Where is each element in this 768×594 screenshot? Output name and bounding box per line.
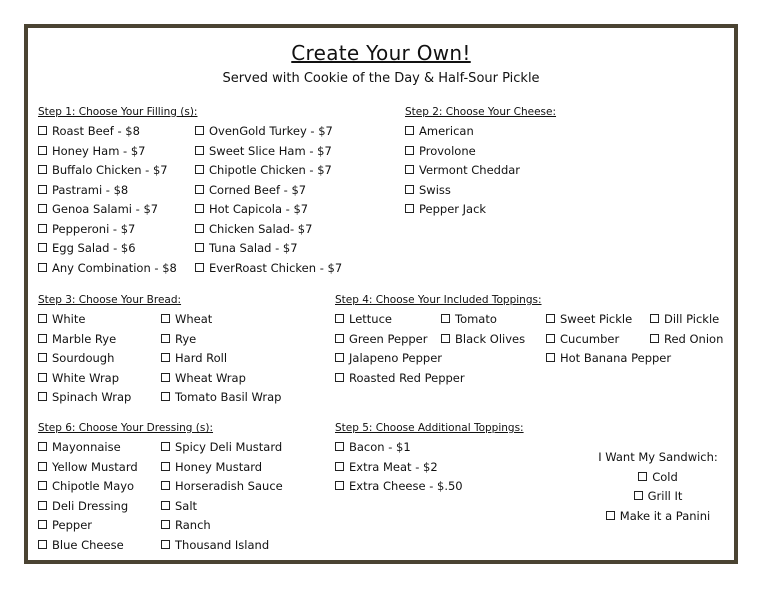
option-label: Chipotle Mayo [52,479,135,493]
option-label: Chipotle Chicken - $7 [209,163,332,177]
option-label: Hard Roll [175,351,228,365]
option-honey-mustard [161,458,283,478]
checkbox[interactable] [38,442,47,451]
bread-column-1 [38,310,131,408]
step6-heading: Step 6: Choose Your Dressing (s): [38,422,214,434]
sandwich-prep-list [588,468,728,527]
option-label: Spicy Deli Mustard [175,440,283,454]
option-mayonnaise [38,438,138,458]
option-genoa-salami-7 [38,200,177,220]
checkbox[interactable] [38,263,47,272]
option-label: Tomato Basil Wrap [175,390,282,404]
option-sweet-slice-ham-7 [195,142,342,162]
option-cold [588,468,728,488]
step4-heading: Step 4: Choose Your Included Toppings: [335,294,542,306]
option-swiss [405,181,520,201]
checkbox[interactable] [38,165,47,174]
option-label: Genoa Salami - $7 [52,202,159,216]
option-pepperoni-7 [38,220,177,240]
option-label: Thousand Island [175,537,270,552]
checkbox[interactable] [405,126,414,135]
option-any-combination-8 [38,259,177,279]
checkbox[interactable] [38,146,47,155]
option-label: Horseradish Sauce [175,479,283,493]
option-jalapeno-pepper [335,349,465,369]
option-label: Pastrami - $8 [52,182,129,197]
checkbox[interactable] [161,353,170,362]
checkbox[interactable] [634,491,643,500]
option-label: Chicken Salad- $7 [209,221,313,236]
option-label: Spinach Wrap [52,390,132,404]
checkbox[interactable] [650,314,659,323]
option-label: Yellow Mustard [52,459,138,474]
option-ovengold-turkey-7 [195,122,342,142]
checkbox[interactable] [405,146,414,155]
option-label: American [419,124,474,138]
option-hot-banana-pepper [546,349,671,369]
menu-card [24,24,738,564]
option-label: Hot Banana Pepper [560,351,672,365]
checkbox[interactable] [161,520,170,529]
checkbox[interactable] [335,481,344,490]
subtitle: Served with Cookie of the Day & Half-Sour Pickle [222,71,540,86]
checkbox[interactable] [38,501,47,510]
option-pepper-jack [405,200,520,220]
checkbox[interactable] [335,442,344,451]
option-label: Honey Ham - $7 [52,143,146,158]
checkbox[interactable] [335,353,344,362]
option-extra-meat-2 [335,458,463,478]
option-label: Dill Pickle [664,312,720,326]
option-label: Egg Salad - $6 [52,241,136,255]
option-label: Rye [175,331,197,346]
option-label: Extra Cheese - $.50 [349,479,463,493]
option-label: Roasted Red Pepper [349,370,465,385]
checkbox[interactable] [38,334,47,343]
checkbox[interactable] [195,185,204,194]
checkbox[interactable] [195,263,204,272]
checkbox[interactable] [195,243,204,252]
option-deli-dressing [38,497,138,517]
dressing-column-1 [38,438,138,555]
option-corned-beef-7 [195,181,342,201]
checkbox[interactable] [38,392,47,401]
option-roasted-red-pepper [335,369,465,389]
step1-heading: Step 1: Choose Your Filling (s): [38,106,198,118]
checkbox[interactable] [195,224,204,233]
checkbox[interactable] [161,481,170,490]
option-label: Pepper [52,518,93,532]
checkbox[interactable] [546,353,555,362]
option-grill-it [588,487,728,507]
option-red-onion [650,330,723,350]
option-label: White Wrap [52,370,120,385]
option-salt [161,497,283,517]
option-label: Mayonnaise [52,440,121,454]
checkbox[interactable] [195,165,204,174]
checkbox[interactable] [650,334,659,343]
toppings-column-2 [441,310,525,349]
option-label: Ranch [175,518,211,532]
option-label: Tuna Salad - $7 [209,241,298,255]
cheese-column [405,122,520,220]
sandwich-prep-heading: I Want My Sandwich: [598,450,718,464]
option-pepper [38,516,138,536]
option-label: Wheat Wrap [175,370,246,385]
checkbox[interactable] [638,472,647,481]
option-sourdough [38,349,131,369]
option-label: White [52,312,86,326]
checkbox[interactable] [161,462,170,471]
option-label: Hot Capicola - $7 [209,202,309,216]
checkbox[interactable] [441,314,450,323]
checkbox[interactable] [38,243,47,252]
additional-toppings-column [335,438,463,497]
checkbox[interactable] [161,501,170,510]
checkbox[interactable] [441,334,450,343]
option-label: Red Onion [664,331,724,346]
option-label: Provolone [419,143,476,158]
option-label: Black Olives [455,331,526,346]
option-label: Pepper Jack [419,202,487,216]
option-american [405,122,520,142]
option-roast-beef-8 [38,122,177,142]
option-label: Make it a Panini [619,508,711,523]
option-label: Buffalo Chicken - $7 [52,163,168,177]
page-title: Create Your Own! [291,41,471,65]
checkbox[interactable] [546,334,555,343]
option-wheat [161,310,281,330]
checkbox[interactable] [38,540,47,549]
option-thousand-island [161,536,283,556]
step5-heading: Step 5: Choose Additional Toppings: [335,422,524,434]
checkbox[interactable] [38,204,47,213]
option-white [38,310,131,330]
option-label: Wheat [175,312,213,326]
option-label: Bacon - $1 [349,440,411,454]
checkbox[interactable] [38,185,47,194]
option-label: Swiss [419,182,451,197]
option-spicy-deli-mustard [161,438,283,458]
checkbox[interactable] [335,334,344,343]
option-extra-cheese-50 [335,477,463,497]
checkbox[interactable] [38,126,47,135]
option-buffalo-chicken-7 [38,161,177,181]
option-label: Vermont Cheddar [419,163,521,177]
option-label: Green Pepper [349,331,428,346]
option-white-wrap [38,369,131,389]
step3-heading: Step 3: Choose Your Bread: [38,294,182,306]
checkbox[interactable] [38,314,47,323]
option-blue-cheese [38,536,138,556]
checkbox[interactable] [195,126,204,135]
option-label: Roast Beef - $8 [52,124,140,138]
bread-column-2 [161,310,281,408]
checkbox[interactable] [161,314,170,323]
option-hot-capicola-7 [195,200,342,220]
option-spinach-wrap [38,388,131,408]
checkbox[interactable] [161,334,170,343]
checkbox[interactable] [38,520,47,529]
option-label: Sweet Slice Ham - $7 [209,143,332,158]
option-label: EverRoast Chicken - $7 [209,260,343,275]
option-label: Corned Beef - $7 [209,182,307,197]
checkbox[interactable] [195,146,204,155]
option-chipotle-mayo [38,477,138,497]
option-horseradish-sauce [161,477,283,497]
option-egg-salad-6 [38,239,177,259]
option-label: Sourdough [52,351,115,365]
checkbox[interactable] [161,392,170,401]
option-yellow-mustard [38,458,138,478]
option-marble-rye [38,330,131,350]
option-chicken-salad-7 [195,220,342,240]
option-label: Marble Rye [52,331,117,346]
checkbox[interactable] [161,373,170,382]
checkbox[interactable] [195,204,204,213]
sandwich-prep-options [588,448,728,526]
option-label: Grill It [647,489,683,503]
option-bacon-1 [335,438,463,458]
option-label: Sweet Pickle [560,312,633,326]
option-vermont-cheddar [405,161,520,181]
option-ranch [161,516,283,536]
option-tuna-salad-7 [195,239,342,259]
step2-heading: Step 2: Choose Your Cheese: [405,106,557,118]
option-label: Lettuce [349,312,392,326]
checkbox[interactable] [606,511,615,520]
checkbox[interactable] [38,224,47,233]
option-pastrami-8 [38,181,177,201]
checkbox[interactable] [38,462,47,471]
option-everroast-chicken-7 [195,259,342,279]
option-wheat-wrap [161,369,281,389]
option-provolone [405,142,520,162]
filling-column-2 [195,122,342,278]
option-label: Blue Cheese [52,537,124,552]
option-dill-pickle [650,310,723,330]
option-honey-ham-7 [38,142,177,162]
checkbox[interactable] [38,353,47,362]
checkbox[interactable] [405,165,414,174]
option-label: Any Combination - $8 [52,260,177,275]
checkbox[interactable] [161,540,170,549]
option-label: Jalapeno Pepper [349,351,443,365]
checkbox[interactable] [335,373,344,382]
option-rye [161,330,281,350]
filling-column-1 [38,122,177,278]
checkbox[interactable] [405,204,414,213]
option-label: Deli Dressing [52,498,129,513]
option-hard-roll [161,349,281,369]
toppings-column-4 [650,310,723,349]
option-label: Tomato [455,312,497,326]
option-label: OvenGold Turkey - $7 [209,124,333,138]
checkbox[interactable] [38,481,47,490]
option-tomato-basil-wrap [161,388,281,408]
checkbox[interactable] [546,314,555,323]
option-label: Salt [175,498,198,513]
dressing-column-2 [161,438,283,555]
checkbox[interactable] [335,314,344,323]
option-label: Extra Meat - $2 [349,459,438,474]
option-label: Honey Mustard [175,459,263,474]
option-label: Cucumber [560,331,620,346]
checkbox[interactable] [161,442,170,451]
checkbox[interactable] [405,185,414,194]
option-black-olives [441,330,525,350]
option-tomato [441,310,525,330]
option-label: Cold [652,469,678,484]
option-make-it-a-panini [588,507,728,527]
option-chipotle-chicken-7 [195,161,342,181]
checkbox[interactable] [38,373,47,382]
option-label: Pepperoni - $7 [52,221,136,236]
checkbox[interactable] [335,462,344,471]
